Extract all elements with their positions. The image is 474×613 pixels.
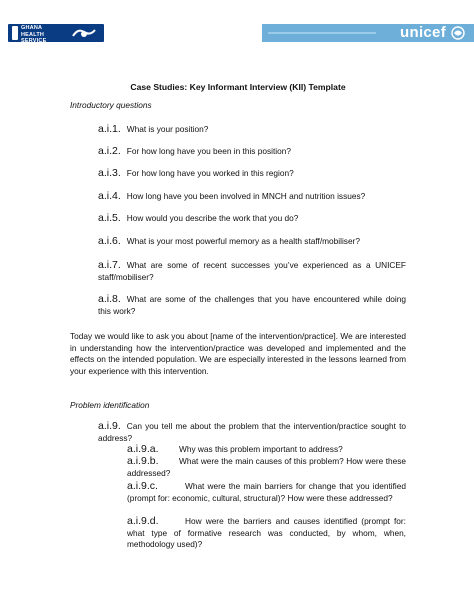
question-number: a.i.6.: [98, 235, 121, 247]
subquestion-a-i-9-d: [127, 516, 406, 551]
question-text: What are some of the challenges that you have encountered while doing this work?: [98, 294, 406, 316]
question-number: a.i.2.: [98, 145, 121, 157]
question-a-i-8: [98, 294, 406, 317]
question-number: a.i.8.: [98, 293, 121, 305]
question-a-i-9: [98, 421, 406, 444]
question-text: What is your most powerful memory as a health staff/mobiliser?: [126, 236, 360, 246]
question-text: For how long have you worked in this region?: [126, 168, 294, 178]
subquestion-text: What were the main barriers for change that you identified (prompt for: economic, cultural, structural)? How were these addressed?: [127, 481, 406, 503]
page-header: [0, 0, 474, 46]
question-text: What is your position?: [126, 124, 209, 134]
logo-swirl-icon: [70, 26, 98, 40]
unicef-wordmark: unicef: [400, 24, 446, 41]
subquestion-text: Why was this problem important to address?: [179, 444, 343, 454]
subquestion-number: a.i.9.a.: [127, 443, 159, 455]
question-a-i-7: [98, 260, 406, 283]
question-number: a.i.1.: [98, 123, 121, 135]
question-a-i-3: [98, 168, 406, 180]
question-a-i-1: [98, 124, 406, 136]
question-number: a.i.4.: [98, 190, 121, 202]
ghs-logo: [8, 24, 104, 42]
question-a-i-5: [98, 213, 406, 225]
question-text: For how long have you been in this position?: [126, 146, 291, 156]
logo-mark-icon: [12, 26, 18, 40]
unicef-emblem-icon: [450, 26, 466, 40]
intro-paragraph: Today we would like to ask you about [name of the intervention/practice]. We are interested in understanding how the intervention/practice was developed and implemented and the effects on the intended population. We are especially interested in the lessons learned from your experience with this intervention.: [70, 331, 406, 376]
logo-text-line1: GHANA HEALTH: [21, 25, 45, 38]
question-number: a.i.3.: [98, 167, 121, 179]
band-faint-text: [268, 27, 378, 39]
logo-text: [21, 25, 63, 44]
document-title: Case Studies: Key Informant Interview (KII) Template: [130, 82, 346, 92]
section-intro-heading: Introductory questions: [70, 100, 152, 110]
subquestion-a-i-9-a: [127, 444, 406, 456]
question-text: How would you describe the work that you do?: [126, 213, 299, 223]
subquestion-text: How were the barriers and causes identified (prompt for: what type of formative research was conducted, by whom, when, methodology used)?: [127, 516, 406, 550]
section-problem-heading: Problem identification: [70, 400, 150, 410]
logo-text-line2: SERVICE: [21, 38, 47, 44]
subquestion-a-i-9-c: [127, 481, 406, 504]
subquestion-number: a.i.9.b.: [127, 455, 159, 467]
question-text: Can you tell me about the problem that the intervention/practice sought to address?: [98, 421, 406, 443]
question-a-i-6: [98, 236, 406, 248]
question-number: a.i.7.: [98, 259, 121, 271]
subquestion-number: a.i.9.c.: [127, 480, 158, 492]
question-number: a.i.9.: [98, 420, 121, 432]
question-number: a.i.5.: [98, 212, 121, 224]
subquestion-number: a.i.9.d.: [127, 515, 159, 527]
question-text: What are some of recent successes you’ve experienced as a UNICEF staff/mobiliser?: [98, 260, 406, 282]
subquestion-text: What were the main causes of this problem? How were these addressed?: [127, 456, 406, 478]
subquestion-a-i-9-b: [127, 456, 406, 479]
question-a-i-4: [98, 191, 406, 203]
question-a-i-2: [98, 146, 406, 158]
question-text: How long have you been involved in MNCH and nutrition issues?: [126, 191, 366, 201]
